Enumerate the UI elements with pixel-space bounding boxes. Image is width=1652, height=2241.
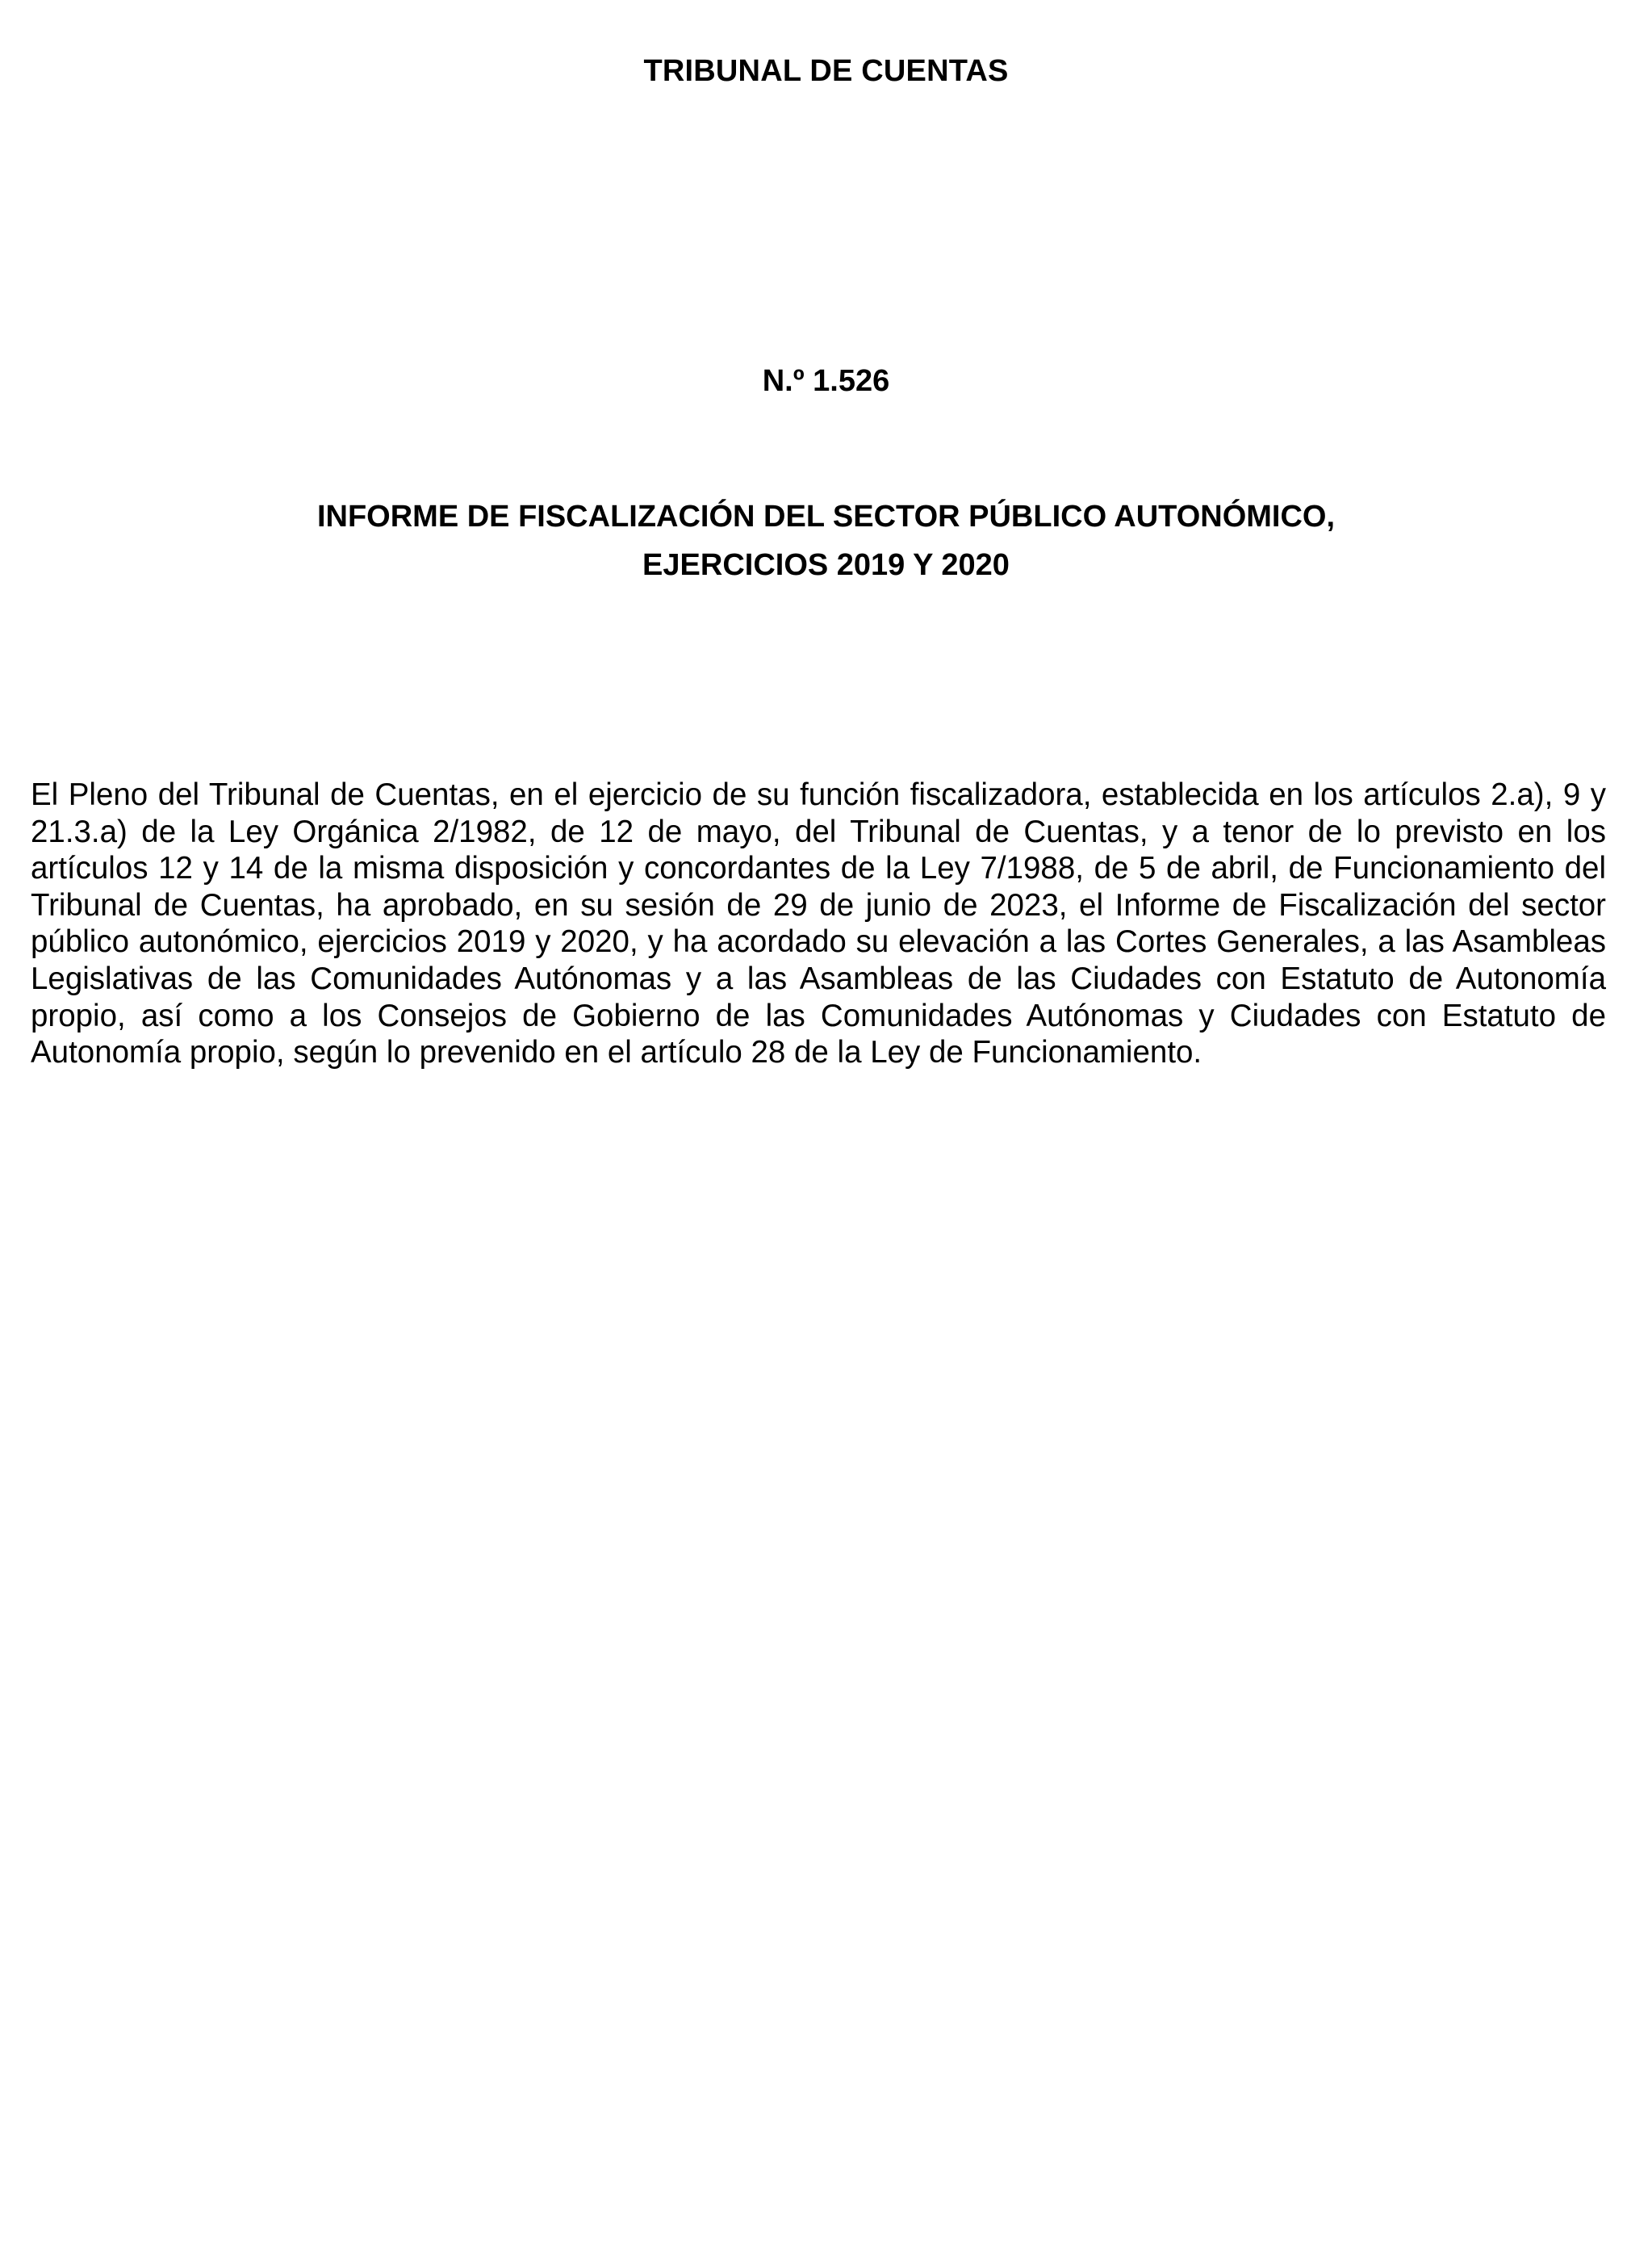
organization-header: TRIBUNAL DE CUENTAS xyxy=(643,54,1009,88)
report-title-line-2: EJERCICIOS 2019 Y 2020 xyxy=(642,548,1010,582)
report-title-line-1: INFORME DE FISCALIZACIÓN DEL SECTOR PÚBLICO AUTONÓMICO, xyxy=(316,500,1336,534)
report-title xyxy=(0,492,1652,589)
report-number: N.º 1.526 xyxy=(762,364,890,398)
approval-paragraph: El Pleno del Tribunal de Cuentas, en el ejercicio de su función fiscalizadora, establecida en los artículos 2.a), 9 y 21.3.a) de la Ley Orgánica 2/1982, de 12 de mayo, del Tribunal de Cuentas, y a tenor de lo previsto en los artículos 12 y 14 de la misma disposición y concordantes de la Ley 7/1988, de 5 de abril, de Funcionamiento del Tribunal de Cuentas, ha aprobado, en su sesión de 29 de junio de 2023, el Informe de Fiscalización del sector público autonómico, ejercicios 2019 y 2020, y ha acordado su elevación a las Cortes Generales, a las Asambleas Legislativas de las Comunidades Autónomas y a las Asambleas de las Ciudades con Estatuto de Autonomía propio, así como a los Consejos de Gobierno de las Comunidades Autónomas y Ciudades con Estatuto de Autonomía propio, según lo prevenido en el artículo 28 de la Ley de Funcionamiento. xyxy=(31,777,1606,1070)
